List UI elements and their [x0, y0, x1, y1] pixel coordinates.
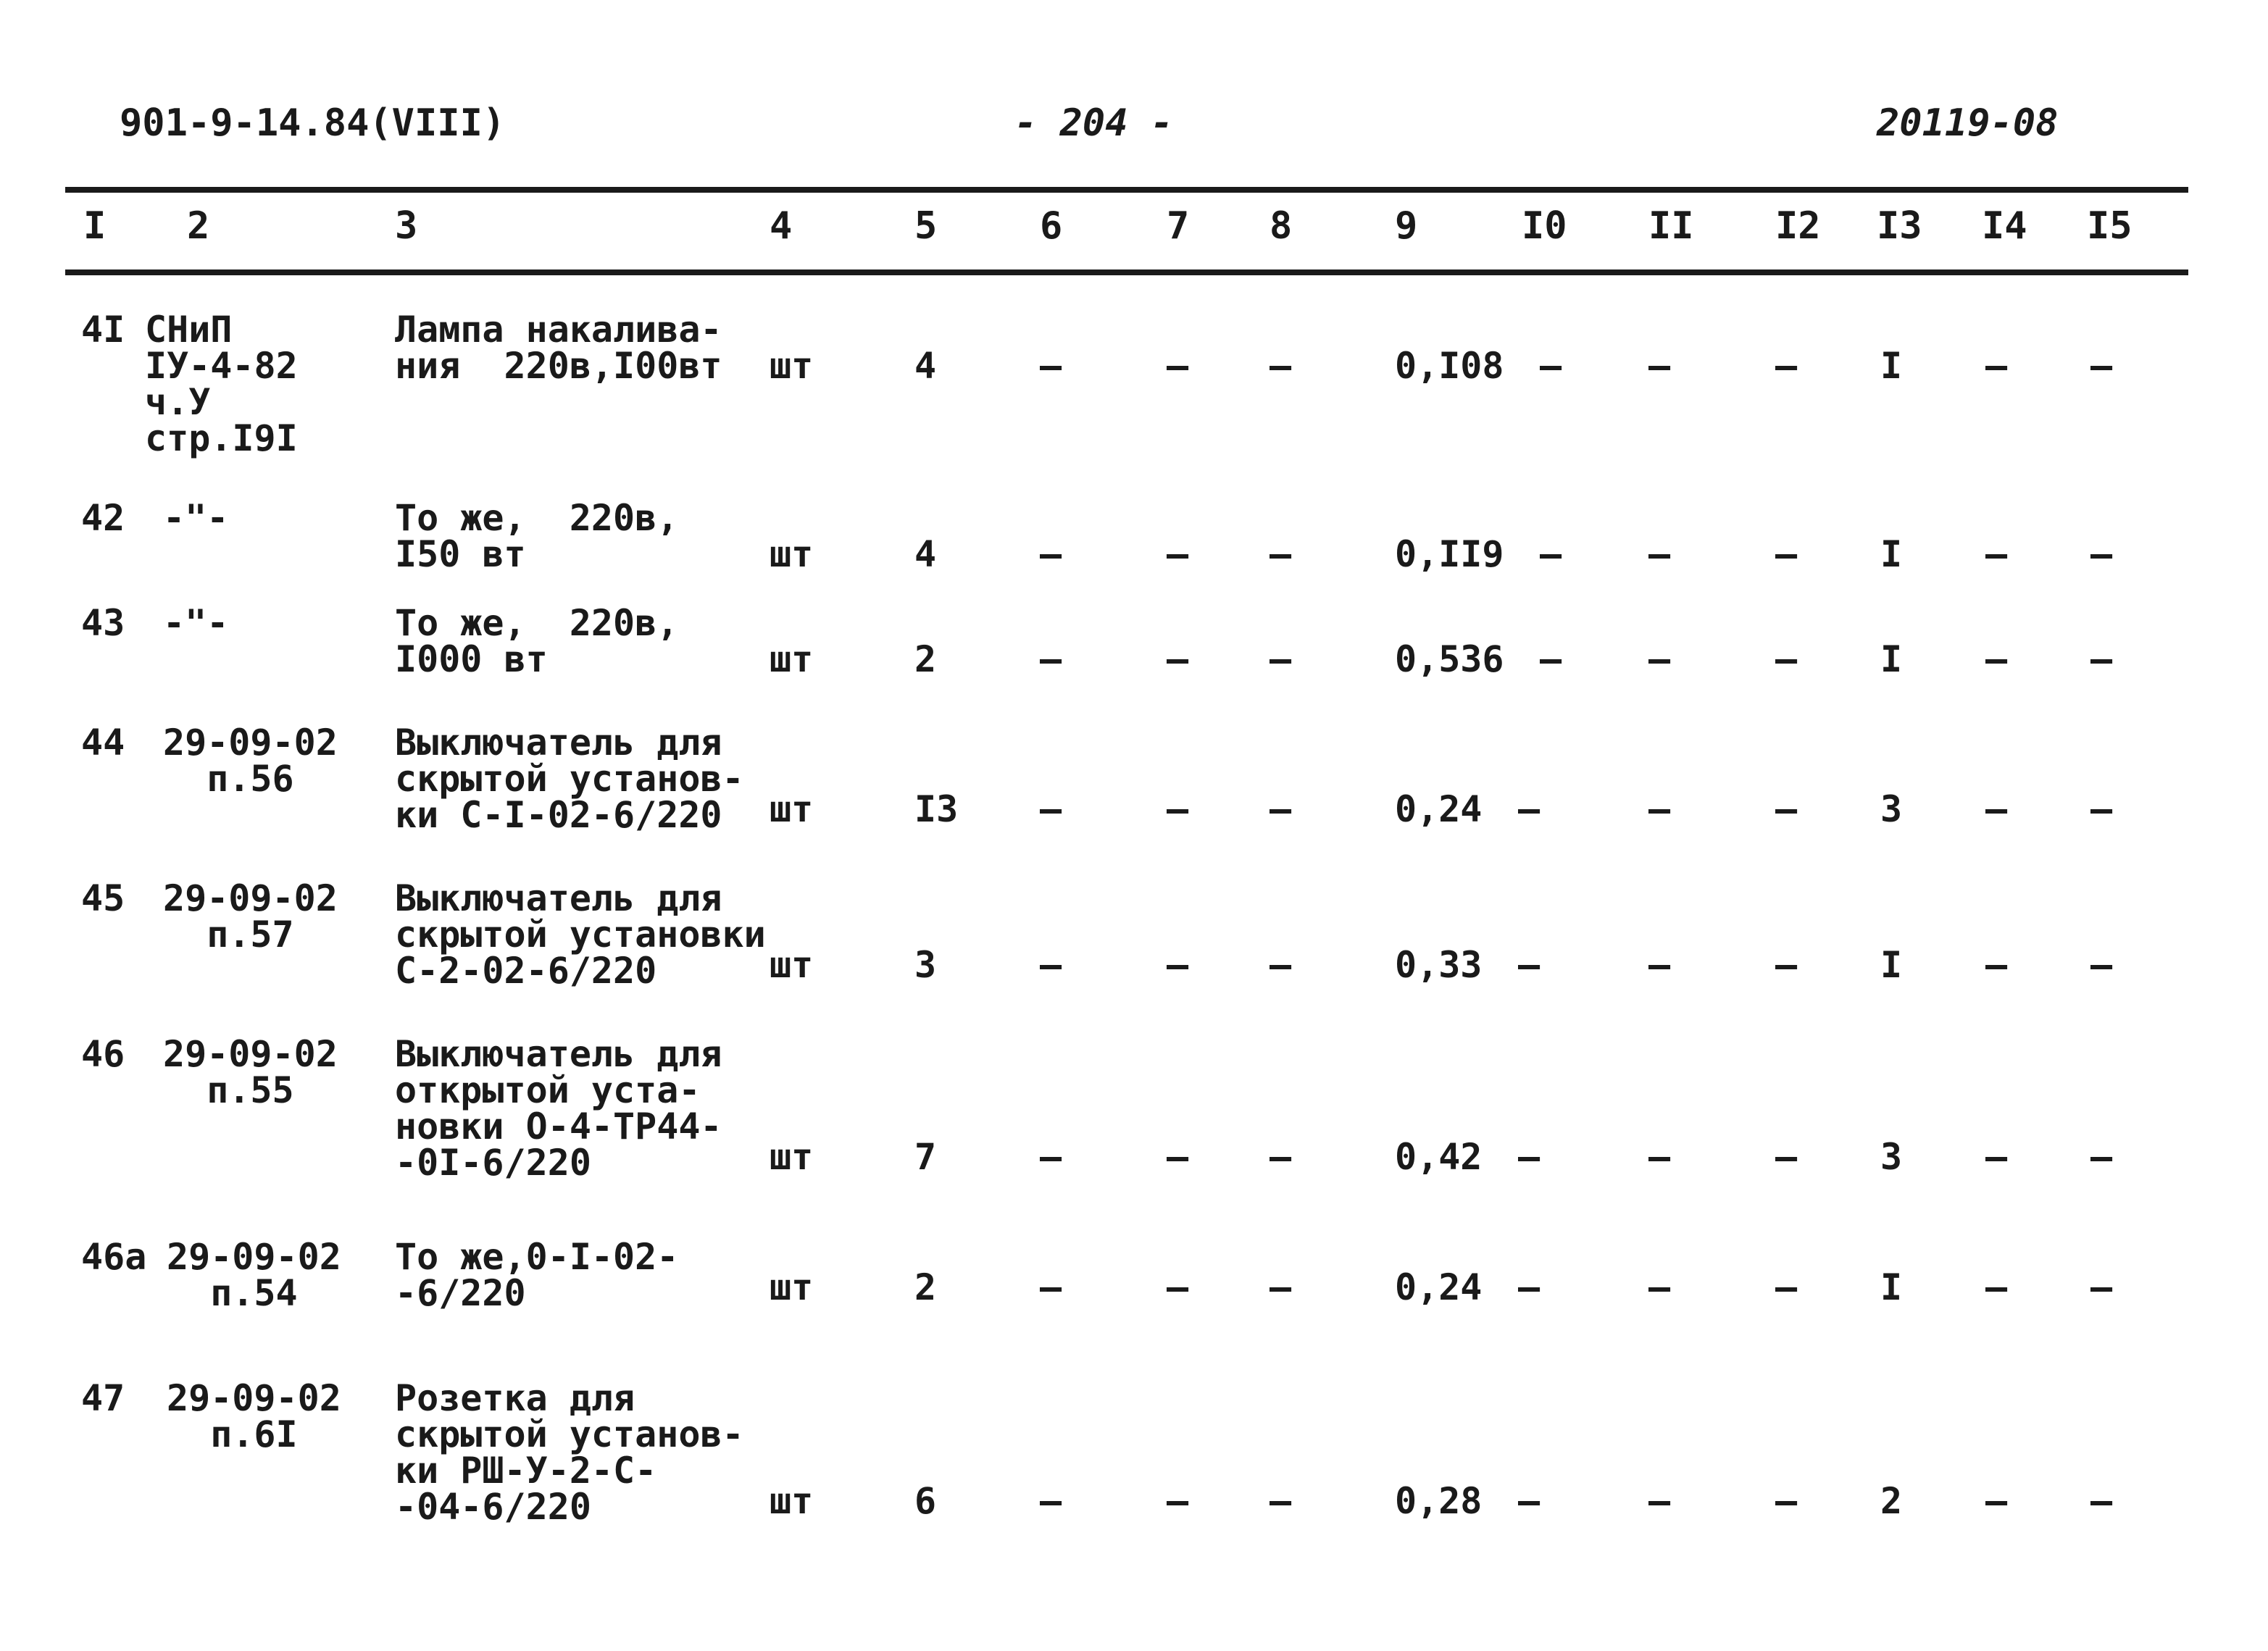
quantity: 4: [914, 345, 937, 387]
page-number: - 204 -: [1014, 101, 1174, 145]
col10-value: –: [1518, 1136, 1541, 1178]
col6-value: –: [1040, 944, 1062, 986]
col6-value: –: [1040, 345, 1062, 387]
col10-value: –: [1540, 345, 1562, 387]
item-description: Выключатель для открытой уста- новки О-4-ТР44- -0I-6/220: [395, 1033, 722, 1184]
column-header-15: I5: [2087, 204, 2132, 248]
norm-reference: 29-09-02 п.55: [163, 1033, 338, 1111]
col14-value: –: [1985, 1480, 2008, 1522]
col8-value: –: [1270, 944, 1292, 986]
column-number-header: [0, 204, 2268, 255]
col9-value: 0,I08: [1395, 345, 1504, 387]
col9-value: 0,33: [1395, 944, 1483, 986]
document-code: 901-9-14.84(VIII): [120, 101, 506, 145]
col15-value: –: [2090, 1266, 2113, 1308]
row-number: 46а: [81, 1236, 147, 1278]
col13-value: I: [1880, 1266, 1903, 1308]
col10-value: –: [1518, 788, 1541, 830]
col13-value: I: [1880, 638, 1903, 680]
unit: шт: [770, 944, 814, 986]
col14-value: –: [1985, 1266, 2008, 1308]
col11-value: –: [1648, 1266, 1671, 1308]
norm-reference: 29-09-02 п.56: [163, 722, 338, 800]
column-header-5: 5: [914, 204, 938, 248]
quantity: I3: [914, 788, 959, 830]
col8-value: –: [1270, 1480, 1292, 1522]
norm-reference: 29-09-02 п.57: [163, 877, 338, 956]
quantity: 4: [914, 533, 937, 575]
col11-value: –: [1648, 788, 1671, 830]
col15-value: –: [2090, 638, 2113, 680]
column-header-11: II: [1648, 204, 1694, 248]
col12-value: –: [1775, 638, 1798, 680]
column-header-7: 7: [1167, 204, 1190, 248]
col13-value: I: [1880, 345, 1903, 387]
column-header-10: I0: [1522, 204, 1567, 248]
quantity: 3: [914, 944, 937, 986]
col14-value: –: [1985, 638, 2008, 680]
column-header-1: I: [83, 204, 107, 248]
row-number: 43: [81, 602, 125, 644]
col11-value: –: [1648, 638, 1671, 680]
col6-value: –: [1040, 1480, 1062, 1522]
item-description: То же, 220в, I50 вт: [395, 497, 679, 575]
col13-value: 3: [1880, 1136, 1903, 1178]
col11-value: –: [1648, 533, 1671, 575]
row-number: 47: [81, 1377, 125, 1419]
col12-value: –: [1775, 1266, 1798, 1308]
norm-reference: 29-09-02 п.54: [167, 1236, 341, 1314]
norm-reference: -"-: [163, 602, 229, 644]
norm-reference: СНиП IУ-4-82 ч.У стр.I9I: [145, 309, 298, 459]
column-header-4: 4: [770, 204, 793, 248]
col11-value: –: [1648, 944, 1671, 986]
unit: шт: [770, 533, 814, 575]
unit: шт: [770, 1480, 814, 1522]
col12-value: –: [1775, 944, 1798, 986]
column-header-9: 9: [1395, 204, 1418, 248]
col14-value: –: [1985, 345, 2008, 387]
col7-value: –: [1167, 1136, 1189, 1178]
table-header-rule: [65, 269, 2188, 275]
col7-value: –: [1167, 345, 1189, 387]
column-header-6: 6: [1040, 204, 1063, 248]
col11-value: –: [1648, 1136, 1671, 1178]
col8-value: –: [1270, 533, 1292, 575]
norm-reference: -"-: [163, 497, 229, 539]
col10-value: –: [1518, 1266, 1541, 1308]
col13-value: 2: [1880, 1480, 1903, 1522]
col9-value: 0,42: [1395, 1136, 1483, 1178]
col8-value: –: [1270, 1136, 1292, 1178]
col15-value: –: [2090, 1136, 2113, 1178]
unit: шт: [770, 345, 814, 387]
col8-value: –: [1270, 1266, 1292, 1308]
archive-number: 20119-08: [1877, 101, 2059, 145]
col11-value: –: [1648, 345, 1671, 387]
col15-value: –: [2090, 1480, 2113, 1522]
col14-value: –: [1985, 944, 2008, 986]
quantity: 2: [914, 1266, 937, 1308]
col7-value: –: [1167, 533, 1189, 575]
unit: шт: [770, 788, 814, 830]
col10-value: –: [1518, 944, 1541, 986]
col7-value: –: [1167, 638, 1189, 680]
item-description: Выключатель для скрытой установ- ки С-I-02-6/220: [395, 722, 744, 836]
col7-value: –: [1167, 944, 1189, 986]
column-header-14: I4: [1982, 204, 2027, 248]
unit: шт: [770, 1266, 814, 1308]
column-header-2: 2: [187, 204, 210, 248]
col6-value: –: [1040, 533, 1062, 575]
col9-value: 0,536: [1395, 638, 1504, 680]
item-description: Розетка для скрытой установ- ки РШ-У-2-С- -04-6/220: [395, 1377, 744, 1528]
row-number: 44: [81, 722, 125, 764]
col12-value: –: [1775, 345, 1798, 387]
col9-value: 0,II9: [1395, 533, 1504, 575]
col10-value: –: [1518, 1480, 1541, 1522]
item-description: То же, 220в, I000 вт: [395, 602, 679, 680]
col14-value: –: [1985, 1136, 2008, 1178]
col12-value: –: [1775, 1136, 1798, 1178]
row-number: 42: [81, 497, 125, 539]
col8-value: –: [1270, 638, 1292, 680]
col12-value: –: [1775, 1480, 1798, 1522]
quantity: 7: [914, 1136, 937, 1178]
col10-value: –: [1540, 638, 1562, 680]
col6-value: –: [1040, 1136, 1062, 1178]
unit: шт: [770, 638, 814, 680]
column-header-8: 8: [1270, 204, 1293, 248]
col14-value: –: [1985, 788, 2008, 830]
column-header-13: I3: [1877, 204, 1922, 248]
col13-value: 3: [1880, 788, 1903, 830]
col15-value: –: [2090, 944, 2113, 986]
col11-value: –: [1648, 1480, 1671, 1522]
col15-value: –: [2090, 345, 2113, 387]
col9-value: 0,24: [1395, 1266, 1483, 1308]
col12-value: –: [1775, 788, 1798, 830]
col14-value: –: [1985, 533, 2008, 575]
column-header-3: 3: [395, 204, 418, 248]
col6-value: –: [1040, 788, 1062, 830]
col7-value: –: [1167, 1266, 1189, 1308]
col13-value: I: [1880, 944, 1903, 986]
col12-value: –: [1775, 533, 1798, 575]
col8-value: –: [1270, 788, 1292, 830]
row-number: 46: [81, 1033, 125, 1075]
col10-value: –: [1540, 533, 1562, 575]
col15-value: –: [2090, 533, 2113, 575]
row-number: 4I: [81, 309, 125, 351]
row-number: 45: [81, 877, 125, 919]
col9-value: 0,24: [1395, 788, 1483, 830]
item-description: То же,0-I-02- -6/220: [395, 1236, 679, 1314]
col13-value: I: [1880, 533, 1903, 575]
col9-value: 0,28: [1395, 1480, 1483, 1522]
item-description: Выключатель для скрытой установки С-2-02-6/220: [395, 877, 766, 992]
table-top-rule: [65, 187, 2188, 193]
col7-value: –: [1167, 788, 1189, 830]
quantity: 2: [914, 638, 937, 680]
col15-value: –: [2090, 788, 2113, 830]
unit: шт: [770, 1136, 814, 1178]
column-header-12: I2: [1775, 204, 1821, 248]
norm-reference: 29-09-02 п.6I: [167, 1377, 341, 1455]
quantity: 6: [914, 1480, 937, 1522]
item-description: Лампа накалива- ния 220в,I00вт: [395, 309, 722, 387]
col7-value: –: [1167, 1480, 1189, 1522]
col6-value: –: [1040, 638, 1062, 680]
col8-value: –: [1270, 345, 1292, 387]
col6-value: –: [1040, 1266, 1062, 1308]
